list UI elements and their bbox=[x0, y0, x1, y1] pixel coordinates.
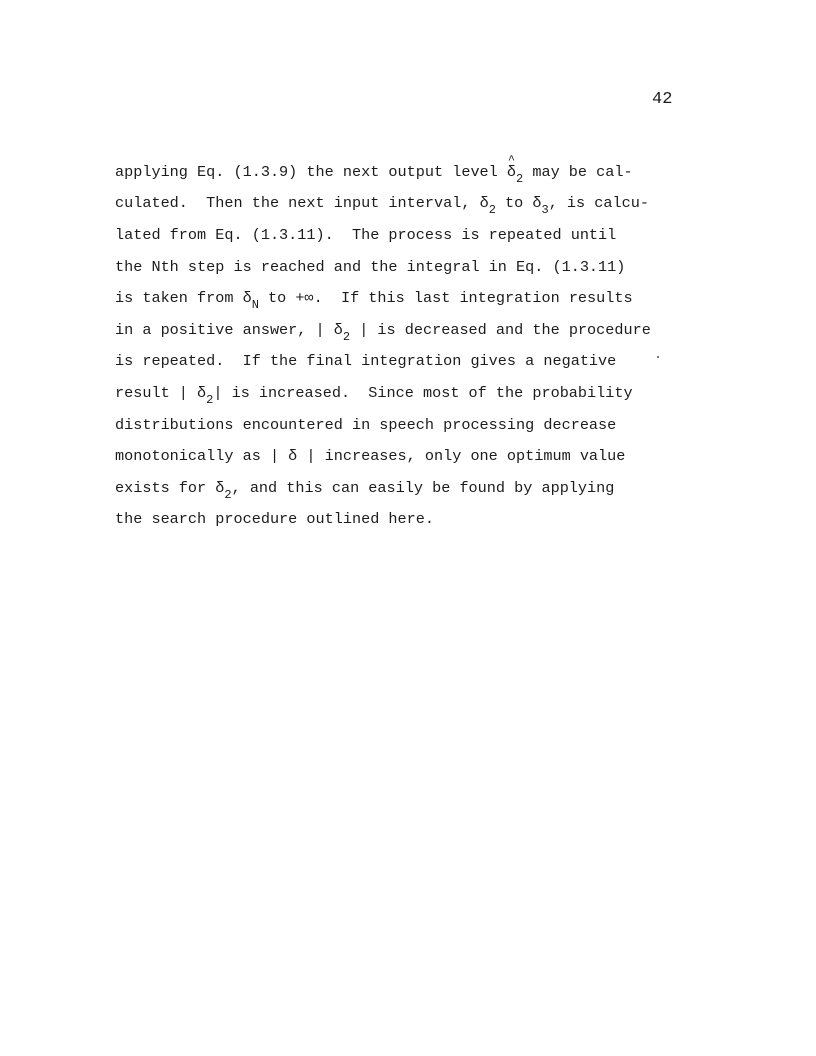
subscript: 2 bbox=[206, 393, 214, 407]
text-segment: , and this can easily be found by applying bbox=[231, 479, 615, 497]
subscript: 3 bbox=[541, 203, 549, 217]
text-line: the Nth step is reached and the integral in Eq. (1.3.11) bbox=[115, 258, 626, 276]
text-segment: culated. Then the next input interval, bbox=[115, 194, 480, 212]
text-segment: | is increased. Since most of the probability bbox=[213, 384, 633, 402]
text-line bbox=[115, 320, 651, 344]
text-line: distributions encountered in speech processing decrease bbox=[115, 416, 617, 434]
page-number: 42 bbox=[652, 90, 673, 109]
text-segment: is taken from bbox=[115, 289, 243, 307]
delta-hat-symbol bbox=[506, 153, 517, 182]
text-line bbox=[115, 383, 633, 407]
text-segment: applying Eq. (1.3.9) the next output level bbox=[115, 163, 507, 181]
delta-symbol: δ bbox=[333, 321, 343, 339]
text-segment: may be cal- bbox=[523, 163, 633, 181]
text-line bbox=[115, 153, 633, 186]
delta-symbol: δ bbox=[215, 479, 225, 497]
subscript: 2 bbox=[516, 172, 524, 186]
text-segment: exists for bbox=[115, 479, 216, 497]
delta-symbol: δ bbox=[197, 384, 207, 402]
subscript: 2 bbox=[224, 488, 232, 502]
delta-symbol: δ bbox=[242, 289, 252, 307]
subscript: 2 bbox=[488, 203, 496, 217]
text-line bbox=[115, 193, 649, 217]
text-segment: result | bbox=[115, 384, 198, 402]
text-line bbox=[115, 288, 633, 312]
delta-symbol: δ bbox=[532, 194, 542, 212]
hat-accent-icon: ^ bbox=[507, 153, 516, 167]
text-segment: to +∞. If this last integration results bbox=[258, 289, 633, 307]
delta-symbol: δ bbox=[506, 163, 517, 181]
text-line: is repeated. If the final integration gives a negative bbox=[115, 352, 617, 370]
text-line: lated from Eq. (1.3.11). The process is repeated until bbox=[115, 226, 617, 244]
stray-dot bbox=[657, 356, 659, 358]
text-segment: in a positive answer, | bbox=[115, 321, 334, 339]
text-segment: to bbox=[495, 194, 533, 212]
subscript: N bbox=[251, 298, 259, 312]
text-segment: | is decreased and the procedure bbox=[350, 321, 651, 339]
text-line bbox=[115, 478, 615, 502]
delta-symbol: δ bbox=[479, 194, 489, 212]
text-line: the search procedure outlined here. bbox=[115, 510, 434, 528]
subscript: 2 bbox=[342, 330, 351, 344]
text-line: monotonically as | δ | increases, only one optimum value bbox=[115, 447, 626, 465]
text-segment: , is calcu- bbox=[548, 194, 649, 212]
